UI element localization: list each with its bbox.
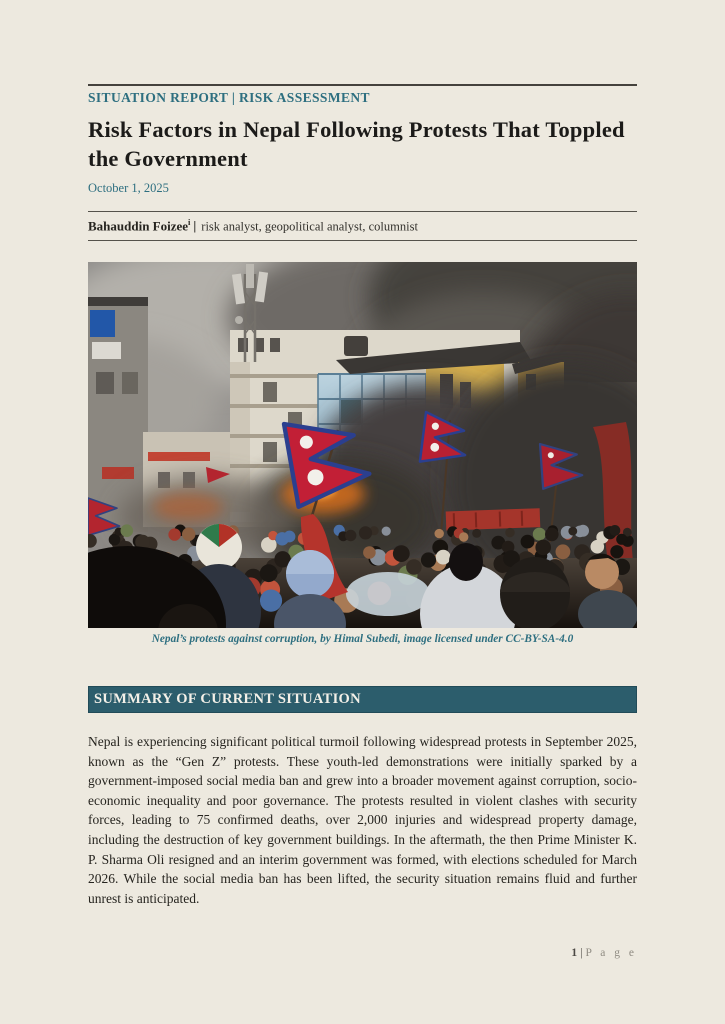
section-heading: SUMMARY OF CURRENT SITUATION [94, 691, 361, 707]
protest-photo-art [88, 262, 637, 628]
byline-separator: | [193, 218, 197, 234]
report-kicker: SITUATION REPORT | RISK ASSESSMENT [88, 90, 370, 105]
red-sign [102, 467, 134, 479]
byline-rule-bottom [88, 240, 637, 241]
red-awning [148, 452, 210, 461]
capped-person [500, 557, 570, 628]
byline [88, 217, 637, 234]
footnote-marker: i [188, 217, 191, 227]
photo-caption: Nepal’s protests against corruption, by Himal Subedi, image licensed under CC-BY-SA-4.0 [151, 633, 574, 645]
author-roles: risk analyst, geopolitical analyst, columnist [201, 219, 418, 234]
page-word: P a g e [585, 947, 637, 959]
water-tank [344, 336, 368, 356]
protest-banner [446, 508, 541, 530]
protest-photo [88, 262, 637, 628]
byline-rule-top [88, 211, 637, 212]
body-paragraph: Nepal is experiencing significant political turmoil following widespread protests in September 2025, known as the “Gen Z” protests. These youth-led demonstrations were initially sparked by a government-imposed social media ban and grew into a broader movement against corruption, socio-economic inequality and poor governance. The protests resulted in violent clashes with security forces, leading to 75 confirmed deaths, over 2,000 injuries and widespread property damage, including the destruction of key government buildings. In the aftermath, the then Prime Minister K. P. Sharma Oli resigned and an interim government was formed, with elections scheduled for March 2026. While the social media ban has been lifted, the security situation remains fluid and further unrest is anticipated. [88, 734, 637, 906]
report-date: October 1, 2025 [88, 181, 169, 195]
section-header-bar [88, 686, 637, 713]
page-title: Risk Factors in Nepal Following Protests That Toppled the Government [88, 117, 625, 171]
author-name: Bahauddin Foizee [88, 218, 189, 234]
blue-sign [90, 310, 115, 337]
footer-separator: | [580, 947, 583, 959]
page-number: 1 [571, 947, 578, 959]
page-footer [88, 947, 637, 959]
header-rule [88, 84, 637, 86]
